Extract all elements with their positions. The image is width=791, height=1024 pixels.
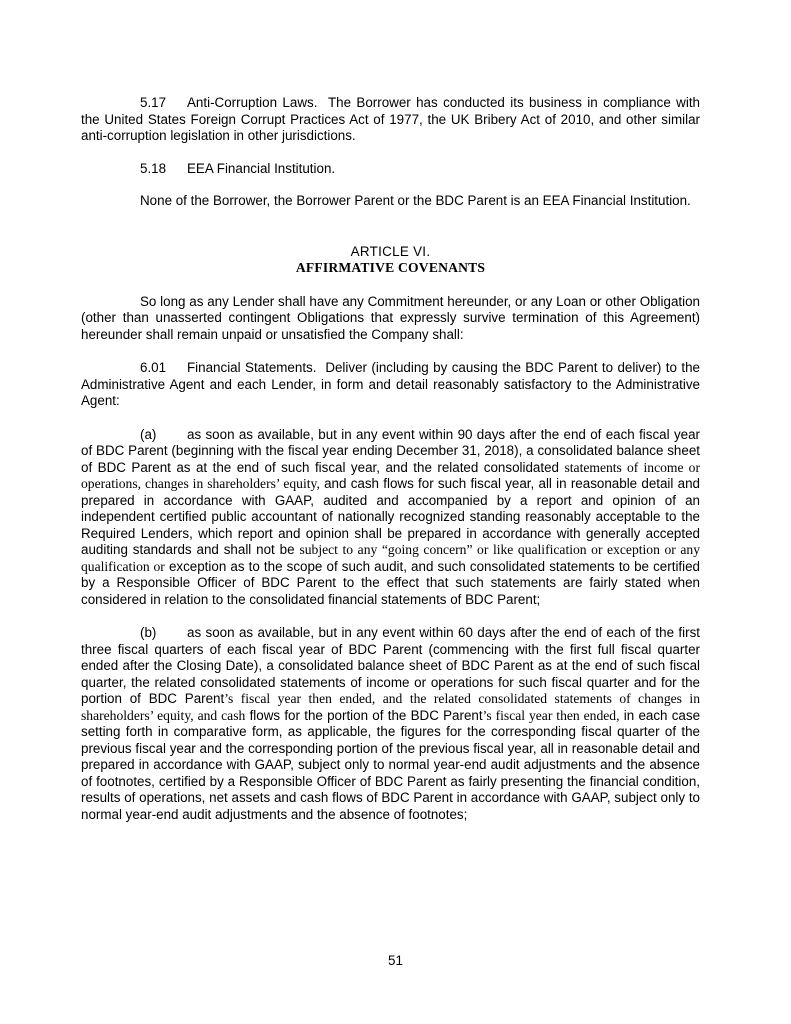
clause-text: flows for the portion of the BDC Parent — [245, 707, 483, 723]
clause-text: and cash flows for such fiscal year, all in reasonable detail and prepared in accordance with GAAP, audited and accompanied by a report and opinion of an independent certified public accountant of nationally recognized standing reasonably acceptable to the Required Lenders, which report and opinion shall be prepared in accordance with generally accepted auditing standards and shall not be — [81, 476, 700, 557]
section-title: Financial Statements. — [187, 360, 317, 375]
section-number: 5.18 — [140, 160, 167, 176]
section-5-18-heading — [81, 161, 700, 178]
section-5-18-body: None of the Borrower, the Borrower Parent or the BDC Parent is an EEA Financial Institution. — [140, 193, 691, 208]
article-number: ARTICLE VI. — [350, 243, 431, 259]
article-title: AFFIRMATIVE COVENANTS — [295, 260, 486, 275]
section-5-17 — [81, 95, 700, 145]
section-6-01 — [81, 360, 700, 410]
document-page — [81, 95, 700, 823]
clause-a — [81, 427, 700, 609]
clause-text: as soon as available, but in any event within 90 days after the end of each fiscal year of BDC Parent (beginning with the fiscal year ending December 31, 2018), a consolidated balance sheet of BDC Parent as at the end of such fiscal year, and the related consolidated — [81, 426, 700, 475]
clause-text: as soon as available, but in any event within 60 days after the end of each of the first three fiscal quarters of each fiscal year of BDC Parent (commencing with the first full fiscal quarter ended after the Closing Date), a consolidated balance sheet of BDC Parent as at the end of such fiscal quarter, the related consolidated statements of income or operations for such fiscal quarter and for the portion of BDC Parent — [81, 625, 700, 706]
section-body: The Borrower has conducted its business in compliance with the United States Foreign Corrupt Practices Act of 1977, the UK Bribery Act of 2010, and other similar anti-corruption legislation in other jurisdictions. — [81, 95, 700, 143]
clause-text-serif: ’s fiscal year then ended, and the related consolidated statements of changes in shareholders’ equity, and cash — [81, 691, 700, 723]
section-number: 6.01 — [140, 360, 167, 375]
section-title: EEA Financial Institution. — [187, 160, 336, 176]
section-number: 5.17 — [140, 95, 167, 110]
clause-text-serif: statements of income or operations, changes in shareholders’ equity, — [81, 459, 700, 491]
clause-text: in each case setting forth in comparative form, as applicable, the figures for the corresponding fiscal quarter of the previous fiscal year and the corresponding portion of the previous fiscal year, all in reasonable detail and prepared in accordance with GAAP, subject only to normal year-end audit adjustments and the absence of footnotes, certified by a Responsible Officer of BDC Parent as fairly presenting the financial condition, results of operations, net assets and cash flows of BDC Parent in accordance with GAAP, subject only to normal year-end audit adjustments and the absence of footnotes; — [81, 707, 701, 822]
clause-label: (b) — [140, 625, 157, 640]
section-body: Deliver (including by causing the BDC Parent to deliver) to the Administrative Agent and each Lender, in form and detail reasonably satisfactory to the Administrative Agent: — [81, 360, 700, 408]
clause-b — [81, 625, 700, 823]
clause-text-serif: subject to any “going concern” or like qualification or exception or any qualification or — [81, 542, 700, 574]
article-intro: So long as any Lender shall have any Commitment hereunder, or any Loan or other Obligation (other than unasserted contingent Obligations that expressly survive termination of this Agreement) hereunder shall remain unpaid or unsatisfied the Company shall: — [81, 293, 700, 342]
clause-text: exception as to the scope of such audit, and such consolidated statements to be certified by a Responsible Officer of BDC Parent to the effect that such statements are fairly stated when considered in relation to the consolidated financial statements of BDC Parent; — [81, 558, 701, 607]
clause-text-serif: ’s fiscal year then ended, — [482, 707, 620, 723]
section-title: Anti-Corruption Laws. — [187, 95, 318, 110]
clause-label: (a) — [140, 426, 157, 442]
page-number: 51 — [388, 953, 403, 968]
